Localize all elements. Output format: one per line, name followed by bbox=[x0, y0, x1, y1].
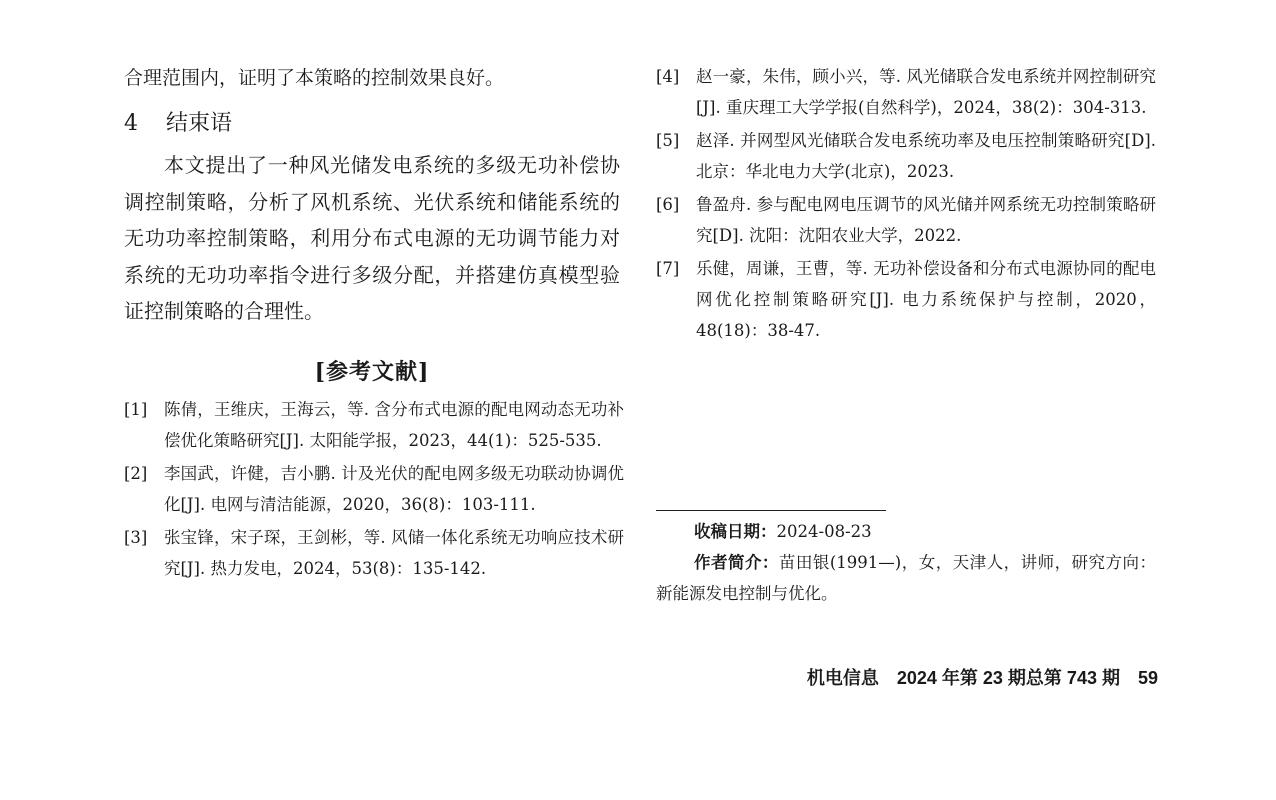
page-number: 59 bbox=[1137, 668, 1158, 688]
reference-text: 赵一豪，朱伟，顾小兴，等. 风光储联合发电系统并网控制研究[J]. 重庆理工大学学报(自然科学)，2024，38(2)：304-313. bbox=[696, 67, 1156, 117]
reference-item bbox=[656, 253, 1156, 346]
continuation-text: 合理范围内，证明了本策略的控制效果良好。 bbox=[124, 67, 505, 89]
received-value: 2024-08-23 bbox=[776, 522, 872, 541]
reference-item bbox=[124, 458, 624, 520]
reference-tag: [7] bbox=[656, 259, 680, 278]
footnote-divider bbox=[656, 510, 886, 511]
reference-text: 鲁盈舟. 参与配电网电压调节的风光储并网系统无功控制策略研究[D]. 沈阳：沈阳农业大学，2022. bbox=[696, 195, 1156, 245]
page-footer bbox=[807, 664, 1158, 690]
issue-info: 2024 年第 23 期总第 743 期 bbox=[896, 668, 1120, 688]
section-number: 4 bbox=[124, 111, 138, 136]
reference-item bbox=[656, 61, 1156, 123]
reference-item bbox=[656, 189, 1156, 251]
reference-list-right bbox=[656, 61, 1156, 348]
reference-tag: [3] bbox=[124, 528, 148, 547]
reference-tag: [4] bbox=[656, 67, 680, 86]
reference-item bbox=[656, 125, 1156, 187]
reference-item bbox=[124, 522, 624, 584]
reference-tag: [5] bbox=[656, 131, 680, 150]
reference-list-left bbox=[124, 394, 624, 586]
reference-text: 李国武，许健，吉小鹏. 计及光伏的配电网多级无功联动协调优化[J]. 电网与清洁能源，2020，36(8)：103-111. bbox=[164, 464, 624, 514]
section-heading bbox=[124, 106, 232, 137]
author-label: 作者简介： bbox=[694, 553, 779, 572]
received-date bbox=[656, 516, 1156, 547]
author-value: 苗田银(1991—)，女，天津人，讲师，研究方向：新能源发电控制与优化。 bbox=[656, 553, 1156, 603]
reference-item bbox=[124, 394, 624, 456]
reference-tag: [1] bbox=[124, 400, 148, 419]
reference-tag: [2] bbox=[124, 464, 148, 483]
reference-text: 张宝锋，宋子琛，王剑彬，等. 风储一体化系统无功响应技术研究[J]. 热力发电，2024，53(8)：135-142. bbox=[164, 528, 624, 578]
author-bio bbox=[656, 547, 1156, 609]
reference-text: 赵泽. 并网型风光储联合发电系统功率及电压控制策略研究[D]. 北京：华北电力大学(北京)，2023. bbox=[696, 131, 1156, 181]
received-label: 收稿日期： bbox=[694, 522, 777, 541]
reference-text: 陈倩，王维庆，王海云，等. 含分布式电源的配电网动态无功补偿优化策略研究[J]. 太阳能学报，2023，44(1)：525-535. bbox=[164, 400, 624, 450]
reference-tag: [6] bbox=[656, 195, 680, 214]
conclusion-paragraph: 本文提出了一种风光储发电系统的多级无功补偿协调控制策略，分析了风机系统、光伏系统和储能系统的无功功率控制策略，利用分布式电源的无功调节能力对系统的无功功率指令进行多级分配，并搭建仿真模型验证控制策略的合理性。 bbox=[124, 153, 620, 323]
journal-name: 机电信息 bbox=[806, 668, 879, 688]
references-heading: [参考文献] bbox=[314, 359, 430, 385]
reference-text: 乐健，周谦，王曹，等. 无功补偿设备和分布式电源协同的配电网优化控制策略研究[J]. 电力系统保护与控制，2020，48(18)：38-47. bbox=[696, 259, 1156, 340]
section-title: 结束语 bbox=[166, 111, 233, 136]
